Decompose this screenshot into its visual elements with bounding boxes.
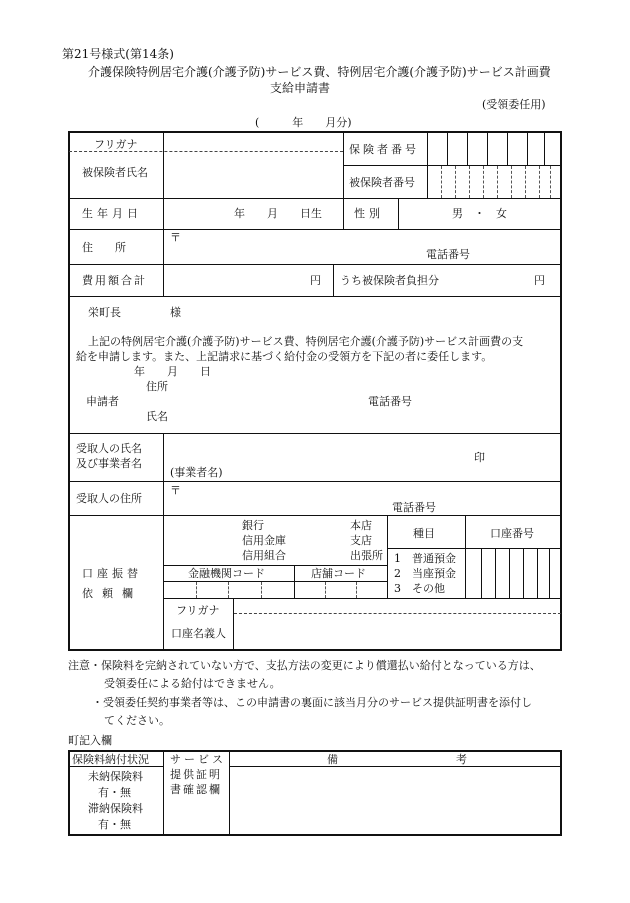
insurer-number-label: 保険者番号: [349, 143, 419, 156]
burden-yen: 円: [534, 274, 545, 287]
honorific: 様: [170, 306, 181, 319]
remarks-header-left: 備: [327, 753, 338, 766]
applicant-name-label: 氏名: [146, 410, 168, 423]
applicant-address-label: 住所: [146, 380, 168, 393]
note-line3: ・受領委任契約事業者等は、この申請書の裏面に該当月分のサービス提供証明書を添付し: [92, 696, 532, 709]
recipient-name-label1: 受取人の氏名: [76, 442, 142, 455]
recipient-name-input[interactable]: [164, 434, 464, 464]
status-header: 保険料納付状況: [72, 753, 149, 766]
seal-mark: 印: [474, 451, 485, 464]
bank-code-input[interactable]: [165, 582, 293, 597]
insured-name-label: 被保険者氏名: [82, 166, 148, 179]
addressee: 栄町長: [88, 306, 121, 319]
type-option-ordinary[interactable]: 1 普通預金: [394, 552, 456, 565]
month-label: ( 年 月分): [255, 116, 352, 129]
type-header: 種目: [413, 527, 435, 540]
remarks-header-right: 考: [456, 753, 467, 766]
insurer-number-input[interactable]: [428, 133, 560, 164]
shinkin-label[interactable]: 信用金庫: [242, 534, 286, 547]
account-number-header: 口座番号: [490, 527, 534, 540]
holder-furigana-input[interactable]: [235, 599, 560, 612]
head-office-label[interactable]: 本店: [350, 519, 372, 532]
applicant-phone-label: 電話番号: [368, 395, 412, 408]
recipient-address-label: 受取人の住所: [76, 492, 142, 505]
holder-name-input[interactable]: [235, 615, 560, 649]
address-label: 住 所: [82, 241, 126, 254]
furigana-label: フリガナ: [94, 138, 138, 151]
account-label1: 口座振替: [82, 567, 142, 580]
request-body-line2: 給を申請します。また、上記請求に基づく給付金の受領方を下記の者に委任します。: [76, 350, 493, 363]
holder-label: 口座名義人: [171, 627, 226, 640]
phone-label: 電話番号: [426, 248, 470, 261]
form-number: 第21号様式(第14条): [62, 47, 174, 61]
postal-mark: 〒: [170, 231, 181, 244]
type-option-current[interactable]: 2 当座預金: [394, 567, 456, 580]
request-date[interactable]: 年 月 日: [134, 365, 211, 378]
form-title-line1: 介護保険特例居宅介護(介護予防)サービス費、特例居宅介護(介護予防)サービス計画費: [88, 65, 551, 79]
insured-number-input[interactable]: [428, 166, 560, 197]
form-type: (受領委任用): [482, 98, 546, 111]
total-cost-input[interactable]: [164, 266, 304, 295]
overdue-yes-no[interactable]: 有・無: [98, 818, 131, 831]
total-cost-label: 費用額合計: [82, 274, 147, 287]
insured-number-label: 被保険者番号: [349, 176, 415, 189]
bank-code-label: 金融機関コード: [188, 567, 265, 580]
recipient-postal-mark: 〒: [170, 484, 181, 497]
account-number-input[interactable]: [466, 549, 561, 597]
insured-name-input[interactable]: [164, 153, 342, 197]
sex-options[interactable]: 男 ・ 女: [452, 207, 507, 220]
applicant-label: 申請者: [86, 395, 119, 408]
request-body-line1: 上記の特例居宅介護(介護予防)サービス費、特例居宅介護(介護予防)サービス計画費の支: [88, 335, 524, 348]
business-name-label: (事業者名): [170, 466, 223, 479]
recipient-phone-label: 電話番号: [392, 501, 436, 514]
bank-label[interactable]: 銀行: [242, 519, 264, 532]
holder-furigana-label: フリガナ: [176, 604, 220, 617]
type-option-other[interactable]: 3 その他: [394, 582, 445, 595]
furigana-input[interactable]: [164, 133, 342, 150]
branch-label[interactable]: 支店: [350, 534, 372, 547]
form-title-line2: 支給申請書: [270, 81, 331, 95]
note-line1: 注意・保険料を完納されていない方で、支払方法の変更により償還払い給付となっている方は、: [68, 659, 541, 672]
sex-label: 性別: [354, 207, 384, 220]
birthdate-label: 生年月日: [82, 207, 142, 220]
remarks-input[interactable]: [231, 768, 560, 834]
branch-code-label: 店舗コード: [311, 567, 366, 580]
account-label2: 依頼欄: [82, 587, 142, 600]
service-header: サービス: [170, 753, 226, 766]
burden-input[interactable]: [450, 266, 530, 295]
unpaid-yes-no[interactable]: 有・無: [98, 786, 131, 799]
address-input[interactable]: [180, 231, 420, 262]
service-header2: 提供証明: [170, 768, 222, 781]
overdue-label: 滞納保険料: [88, 802, 143, 815]
note-line2: 受領委任による給付はできません。: [104, 677, 281, 690]
unpaid-label: 未納保険料: [88, 770, 143, 783]
total-cost-yen: 円: [310, 274, 321, 287]
note-line4: てください。: [104, 714, 170, 727]
town-section-title: 町記入欄: [68, 734, 112, 747]
burden-label: うち被保険者負担分: [340, 274, 439, 287]
kumiai-label[interactable]: 信用組合: [242, 549, 286, 562]
sub-branch-label[interactable]: 出張所: [350, 549, 383, 562]
recipient-name-label2: 及び事業者名: [76, 457, 142, 470]
service-header3: 書確認欄: [170, 783, 222, 796]
birthdate-value[interactable]: 年 月 日生: [234, 207, 322, 220]
recipient-address-input[interactable]: [180, 483, 380, 513]
branch-code-input[interactable]: [295, 582, 386, 597]
